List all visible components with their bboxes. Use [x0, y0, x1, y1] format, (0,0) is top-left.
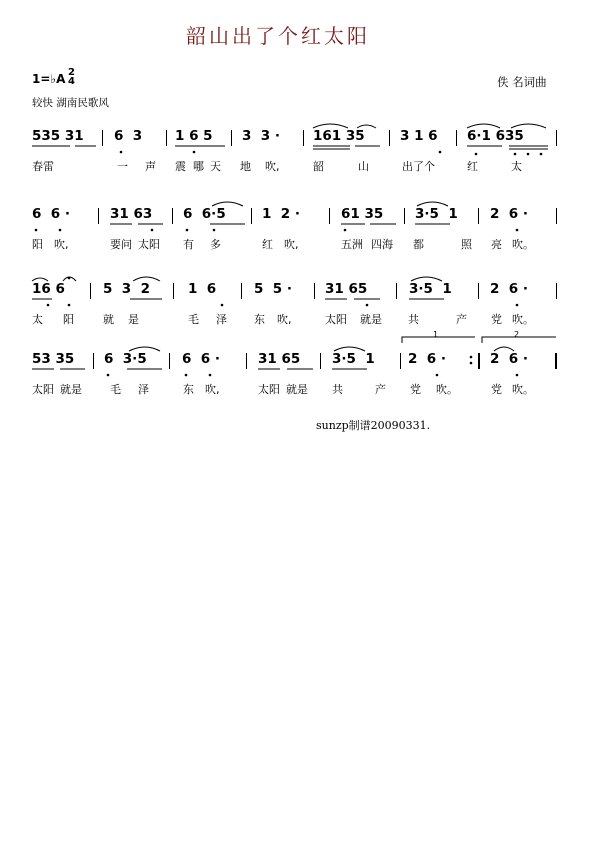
lyric: 吹。: [512, 383, 534, 396]
lyric: 山: [358, 160, 369, 173]
measure: 16 6: [32, 281, 65, 297]
measure: 2 6 ·: [490, 351, 529, 367]
volta-second-label: 2: [514, 330, 520, 339]
lyric: 四海: [371, 238, 393, 251]
measure: 161 35: [313, 128, 365, 144]
measure: 6 6·5: [183, 206, 226, 222]
measure: 2 6 ·: [408, 351, 447, 367]
measure: 6 6 ·: [32, 206, 71, 222]
lyric: 泽: [216, 313, 227, 326]
measure: 1 2 ·: [262, 206, 301, 222]
tempo-style: 较快 湖南民歌风: [32, 97, 109, 109]
time-signature: [68, 68, 75, 86]
measure: 5 3 2: [103, 281, 150, 297]
lyric: 泽: [138, 383, 149, 396]
measure: 3 1 6: [400, 128, 438, 144]
lyric: 太: [32, 313, 43, 326]
lyric: 吹。: [512, 238, 534, 251]
measure: 6 3·5: [104, 351, 147, 367]
lyric: 亮: [491, 238, 502, 251]
lyric: 就是: [60, 383, 82, 396]
measure: 61 35: [341, 206, 384, 222]
lyric: 吹。: [436, 383, 458, 396]
lyric: 产: [456, 313, 467, 326]
lyric: 吹。: [512, 313, 534, 326]
measure: 6 3: [114, 128, 143, 144]
lyric: 声: [145, 160, 156, 173]
lyric: 有: [183, 238, 194, 251]
time-signature-bottom: 4: [68, 76, 75, 87]
lyric: 都: [413, 238, 424, 251]
lyric: 出了个: [402, 160, 435, 173]
lyric: 太阳: [138, 238, 160, 251]
measure: 5 5 ·: [254, 281, 293, 297]
measure: 2 6 ·: [490, 281, 529, 297]
lyric: 一: [117, 160, 128, 173]
lyric: 就: [103, 313, 114, 326]
lyric: 地: [240, 160, 251, 173]
measure: 53 35: [32, 351, 75, 367]
measure: 3·5 1: [415, 206, 458, 222]
lyric: 毛: [110, 383, 121, 396]
lyric: 产: [375, 383, 386, 396]
volta-first-label: 1: [433, 330, 439, 339]
song-title: 韶山出了个红太阳: [186, 24, 370, 48]
measure: 3 3 ·: [242, 128, 281, 144]
lyric: 红: [467, 160, 478, 173]
lyric: 春雷: [32, 160, 54, 173]
measure: 31 65: [325, 281, 368, 297]
lyric: 阳: [63, 313, 74, 326]
lyric: 就是: [360, 313, 382, 326]
lyric: 多: [210, 238, 221, 251]
lyric: 太阳: [325, 313, 347, 326]
lyric: 太阳: [32, 383, 54, 396]
lyric: 照: [461, 238, 472, 251]
measure: 3·5 1: [409, 281, 452, 297]
measure: 6·1 635: [467, 128, 524, 144]
score-row-4: [0, 330, 604, 411]
measure: 535 31: [32, 128, 84, 144]
lyric: 吹,: [54, 238, 69, 251]
time-signature-top: 2: [68, 67, 75, 78]
lyric: 东: [183, 383, 194, 396]
lyric: 震: [175, 160, 186, 173]
lyric: 吹,: [284, 238, 299, 251]
lyric: 共: [332, 383, 343, 396]
lyric: 红: [262, 238, 273, 251]
measure: 6 6 ·: [182, 351, 221, 367]
lyric: 是: [128, 313, 139, 326]
lyric: 哪: [193, 160, 204, 173]
lyric: 韶: [313, 160, 324, 173]
measure: 1 6: [188, 281, 217, 297]
arranger-credit: sunzp制谱20090331.: [316, 419, 431, 432]
measure: 31 65: [258, 351, 301, 367]
lyric: 毛: [188, 313, 199, 326]
lyric: 吹,: [277, 313, 292, 326]
measure: 3·5 1: [332, 351, 375, 367]
lyric: 党: [410, 383, 421, 396]
lyric: 太: [511, 160, 522, 173]
lyric: 共: [408, 313, 419, 326]
lyric: 阳: [32, 238, 43, 251]
lyric: 五洲: [341, 238, 363, 251]
lyric: 党: [491, 313, 502, 326]
lyric: 吹,: [265, 160, 280, 173]
author-credit: 佚 名词曲: [497, 75, 547, 89]
lyric: 党: [491, 383, 502, 396]
lyric: 天: [210, 160, 221, 173]
measure: 2 6 ·: [490, 206, 529, 222]
lyric: 东: [254, 313, 265, 326]
lyric: 太阳: [258, 383, 280, 396]
lyric: 就是: [286, 383, 308, 396]
measure: 1 6 5: [175, 128, 213, 144]
lyric: 吹,: [205, 383, 220, 396]
lyric: 要问: [110, 238, 132, 251]
measure: 31 63: [110, 206, 153, 222]
score-row-1: [0, 128, 604, 188]
score-row-2: [0, 206, 604, 266]
key-signature: 1=♭A: [32, 72, 66, 86]
